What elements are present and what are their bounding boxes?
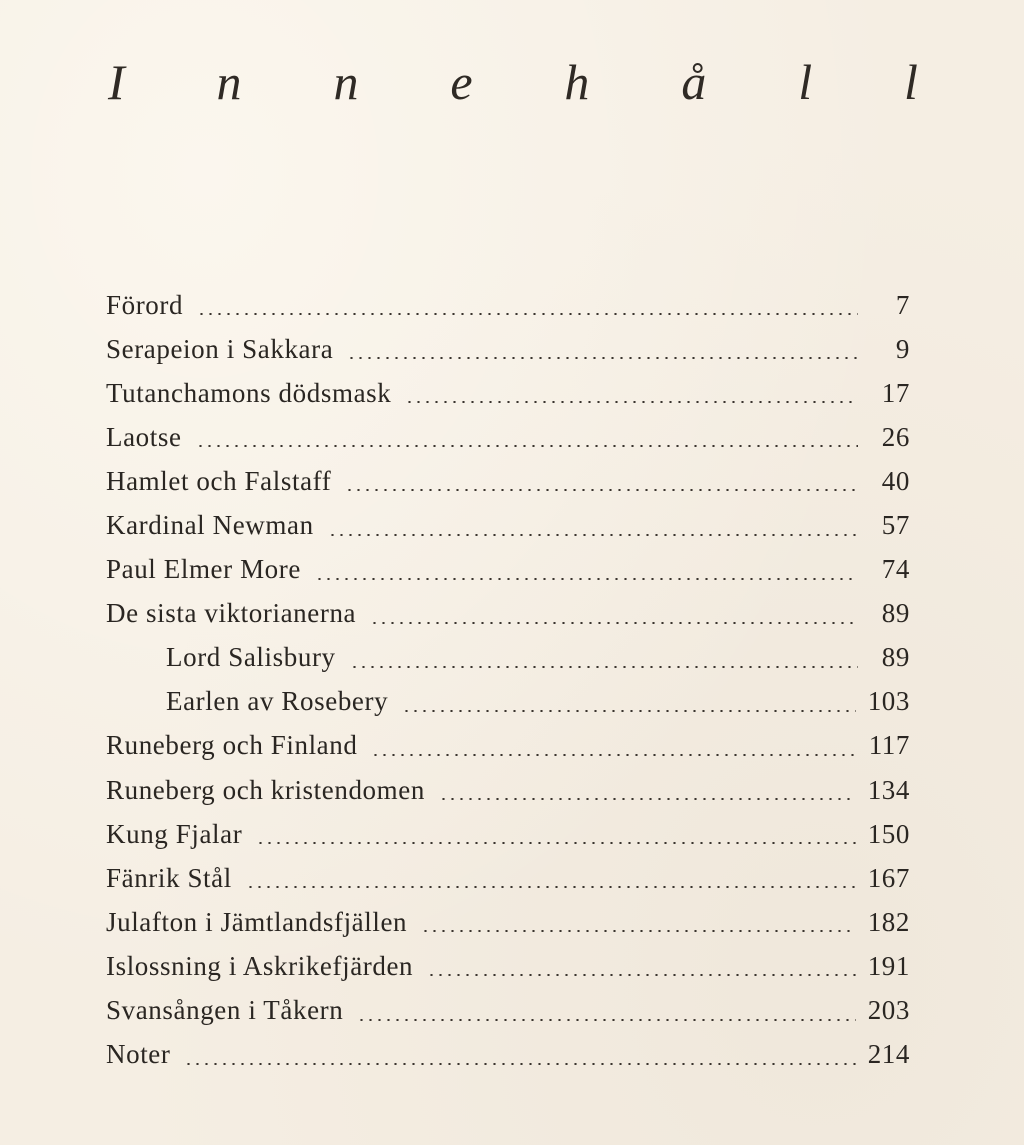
title-letter: I <box>108 54 125 110</box>
title-letter: h <box>564 54 590 110</box>
table-of-contents <box>106 283 910 1077</box>
toc-entry <box>106 548 910 592</box>
toc-entry-title: Tutanchamons dödsmask <box>106 377 392 408</box>
dot-leader <box>370 622 858 624</box>
dot-leader <box>421 930 856 932</box>
toc-entry-page: 182 <box>867 906 910 937</box>
toc-entry-title: Runeberg och kristendomen <box>106 774 425 805</box>
dot-leader <box>371 754 856 756</box>
dot-leader <box>439 798 856 800</box>
toc-entry-page: 9 <box>895 333 910 364</box>
dot-leader <box>328 534 858 536</box>
dot-leader <box>427 974 856 976</box>
toc-entry-page: 17 <box>881 377 910 408</box>
title-letter: l <box>904 54 918 110</box>
toc-entry-page: 26 <box>881 421 910 452</box>
title-letter: å <box>681 54 707 110</box>
toc-entry-title: Kung Fjalar <box>106 818 243 849</box>
toc-entry <box>106 900 910 944</box>
toc-entry-title: Hamlet och Falstaff <box>106 465 332 496</box>
toc-entry-title: De sista viktorianerna <box>106 598 357 629</box>
toc-entry-title: Svansången i Tåkern <box>106 995 344 1026</box>
toc-entry-page: 89 <box>881 598 910 629</box>
title-letter: n <box>216 54 242 110</box>
toc-entry-title: Paul Elmer More <box>106 554 301 585</box>
toc-entry-page: 167 <box>867 862 910 893</box>
toc-entry-page: 40 <box>881 465 910 496</box>
toc-entry-title: Noter <box>106 1039 171 1070</box>
toc-entry-page: 103 <box>867 686 910 717</box>
toc-entry-page: 74 <box>881 554 910 585</box>
toc-entry-page: 7 <box>895 289 910 320</box>
dot-leader <box>196 445 858 447</box>
toc-entry <box>106 592 910 636</box>
toc-entry-title: Fänrik Stål <box>106 862 232 893</box>
toc-entry <box>106 944 910 988</box>
toc-entry-title: Förord <box>106 289 184 320</box>
toc-entry <box>106 724 910 768</box>
toc-entry <box>106 768 910 812</box>
toc-entry <box>106 371 910 415</box>
toc-entry <box>106 459 910 503</box>
toc-entry <box>106 989 910 1033</box>
dot-leader <box>197 313 858 315</box>
dot-leader <box>315 578 858 580</box>
toc-entry-page: 134 <box>867 774 910 805</box>
toc-entry-page: 57 <box>881 510 910 541</box>
dot-leader <box>347 357 858 359</box>
page-title <box>108 52 918 112</box>
toc-entry-title: Runeberg och Finland <box>106 730 358 761</box>
dot-leader <box>350 666 858 668</box>
toc-entry <box>106 327 910 371</box>
title-letter: n <box>333 54 359 110</box>
dot-leader <box>405 401 858 403</box>
toc-entry-title: Earlen av Rosebery <box>166 686 389 717</box>
dot-leader <box>256 842 855 844</box>
title-letter: l <box>798 54 813 110</box>
toc-entry-title: Serapeion i Sakkara <box>106 333 334 364</box>
toc-entry-page: 89 <box>881 642 910 673</box>
dot-leader <box>402 710 855 712</box>
title-letter: e <box>450 54 473 110</box>
toc-entry <box>106 415 910 459</box>
toc-entry-page: 191 <box>867 950 910 981</box>
toc-entry-page: 203 <box>867 995 910 1026</box>
dot-leader <box>246 886 856 888</box>
dot-leader <box>357 1019 855 1021</box>
toc-entry-title: Julafton i Jämtlandsfjällen <box>106 906 408 937</box>
toc-entry <box>106 856 910 900</box>
toc-entry <box>106 1033 910 1077</box>
toc-entry-title: Islossning i Askrikefjärden <box>106 950 414 981</box>
toc-entry-title: Kardinal Newman <box>106 510 314 541</box>
toc-entry-page: 214 <box>867 1039 910 1070</box>
toc-subentry <box>106 680 910 724</box>
toc-entry-page: 150 <box>867 818 910 849</box>
toc-entry <box>106 283 910 327</box>
toc-entry <box>106 812 910 856</box>
toc-entry-page: 117 <box>868 730 910 761</box>
toc-subentry <box>106 636 910 680</box>
toc-entry-title: Laotse <box>106 421 182 452</box>
toc-entry <box>106 503 910 547</box>
dot-leader <box>345 489 858 491</box>
dot-leader <box>184 1063 855 1065</box>
toc-entry-title: Lord Salisbury <box>166 642 336 673</box>
